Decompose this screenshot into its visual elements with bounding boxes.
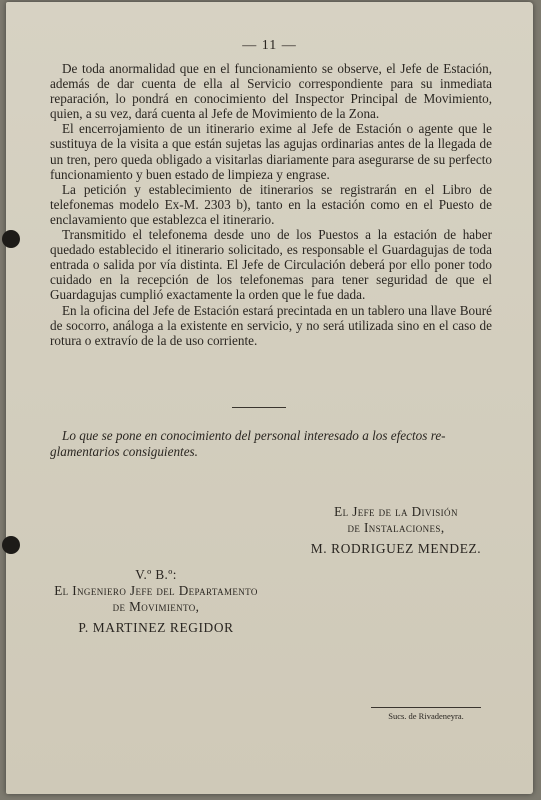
- approval-mark: V.º B.º:: [135, 567, 177, 582]
- signatory-name: M. RODRIGUEZ MENDEZ.: [310, 541, 482, 556]
- closing-line: glamentarios consiguientes.: [50, 443, 198, 459]
- signature-block-right: [296, 504, 496, 557]
- document-page: [6, 2, 533, 794]
- page-number: — 11 —: [242, 38, 297, 53]
- signatory-title: de Movimiento,: [112, 599, 200, 614]
- signatory-title: El Jefe de la División: [334, 504, 458, 519]
- closing-line: Lo que se pone en conocimiento del personal interesado a los efectos re-: [62, 428, 446, 443]
- binder-hole: [2, 230, 20, 248]
- binder-hole: [2, 536, 20, 554]
- signature-block-left: [16, 567, 296, 636]
- divider-rule: [232, 407, 286, 408]
- paragraph: El encerrojamiento de un itinerario exime al Jefe de Estación o agente que le sustituya de la visita a que están sujetas las agujas ordinarias antes de la llegada de un tren, pero queda obligado a visitarlas diariamente para asegurarse de su perfecto funcionamiento y buen estado de limpieza y engrase.: [50, 121, 492, 182]
- body-text: [50, 61, 492, 348]
- signatory-title: de Instalaciones,: [347, 520, 445, 535]
- paragraph: La petición y establecimiento de itinerarios se registrarán en el Libro de telefonemas modelo Ex-M. 2303 b), tanto en la estación como en el Puesto de enclavamiento que establezca el itinerario.: [50, 181, 492, 227]
- paragraph: Transmitido el telefonema desde uno de los Puestos a la estación de haber quedado establecido el itinerario solicitado, es responsable el Guardagujas de toda entrada o salida por vía distinta. El Jefe de Circulación deberá por ello poner todo cuidado en la recepción de los telefonemas para tener seguridad de que el Guardagujas cumplió exactamente la orden que le fue dada.: [50, 227, 492, 303]
- signatory-name: P. MARTINEZ REGIDOR: [78, 620, 234, 635]
- closing-note: [50, 428, 492, 459]
- paragraph: De toda anormalidad que en el funcionamiento se observe, el Jefe de Estación, además de dar cuenta de ella al Servicio correspondiente para su inmediata reparación, lo pondrá en conocimiento del Inspector Principal de Movimiento, quien, a su vez, dará cuenta al Jefe de Movimiento de la Zona.: [50, 61, 492, 122]
- printer-imprint: Sucs. de Rivadeneyra.: [371, 707, 481, 721]
- signatory-title: El Ingeniero Jefe del Departamento: [54, 583, 258, 598]
- paragraph: En la oficina del Jefe de Estación estará precintada en un tablero una llave Bouré de socorro, análoga a la existente en servicio, y no será utilizada sino en el caso de rotura o extravío de la de uso corriente.: [50, 302, 492, 348]
